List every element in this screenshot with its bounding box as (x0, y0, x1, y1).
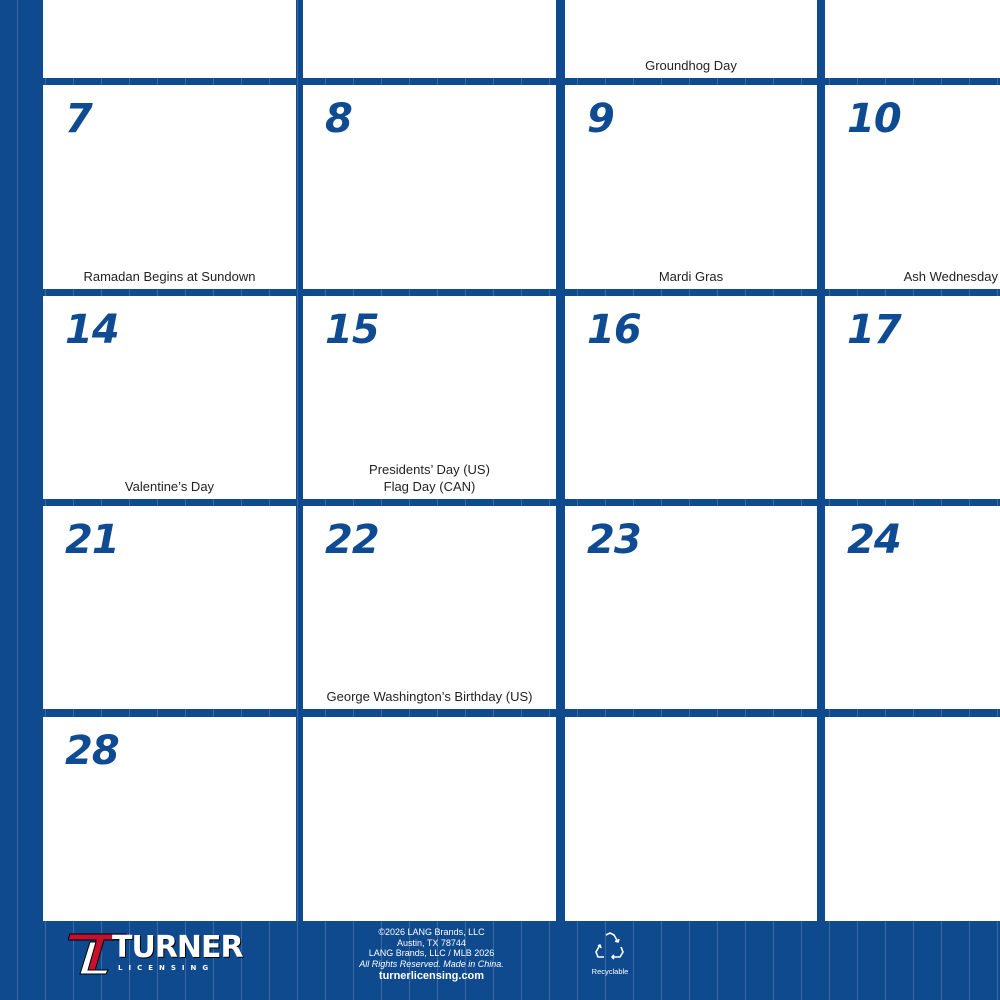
day-number: 9 (587, 96, 614, 142)
holiday-label (43, 268, 296, 285)
day-cell[interactable] (565, 0, 817, 78)
holiday-label (565, 268, 817, 285)
recycle-icon (594, 931, 626, 961)
day-cell[interactable] (825, 296, 1000, 499)
day-number: 16 (587, 307, 641, 353)
day-cell[interactable] (825, 717, 1000, 921)
day-number: 8 (325, 96, 352, 142)
holiday-text: Mardi Gras (658, 269, 724, 284)
day-number: 22 (325, 517, 379, 563)
address-line: Austin, TX 78744 (397, 937, 466, 948)
holiday-label (303, 461, 556, 495)
license-line: LANG Brands, LLC / MLB 2026 (368, 948, 495, 958)
holiday-text: Presidents’ Day (US) (369, 462, 490, 477)
recycle-badge (586, 931, 634, 976)
day-cell[interactable] (825, 0, 1000, 78)
logo-wordmark: TURNER (112, 930, 243, 965)
day-cell[interactable] (565, 296, 817, 499)
day-number: 21 (65, 517, 119, 563)
holiday-label (565, 57, 817, 74)
day-cell[interactable] (303, 0, 556, 78)
holiday-label (303, 688, 556, 705)
day-cell[interactable] (43, 717, 296, 921)
holiday-label (825, 268, 998, 285)
day-cell[interactable] (565, 85, 817, 289)
day-number: 28 (65, 728, 119, 774)
day-number: 15 (325, 307, 379, 353)
day-cell[interactable] (565, 717, 817, 921)
holiday-label (43, 478, 296, 495)
rights-line: All Rights Reserved. Made in China. (359, 958, 504, 969)
holiday-text: Flag Day (CAN) (383, 479, 476, 494)
day-cell[interactable] (303, 717, 556, 921)
copyright-block (323, 927, 540, 983)
day-cell[interactable] (43, 85, 296, 289)
turner-licensing-logo (68, 930, 258, 980)
day-cell[interactable] (43, 506, 296, 709)
holiday-text: Groundhog Day (645, 58, 737, 73)
day-number: 23 (587, 517, 641, 563)
day-number: 24 (847, 517, 901, 563)
website-link[interactable]: turnerlicensing.com (378, 970, 485, 982)
copyright-line: ©2026 LANG Brands, LLC (378, 927, 485, 937)
holiday-text: Ash Wednesday (903, 269, 998, 284)
day-number: 7 (65, 96, 92, 142)
logo-tagline: LICENSING (118, 964, 215, 972)
day-cell[interactable] (303, 85, 556, 289)
day-cell[interactable] (43, 0, 296, 78)
day-number: 14 (65, 307, 119, 353)
holiday-text: George Washington’s Birthday (US) (326, 689, 533, 704)
day-number: 17 (847, 307, 901, 353)
day-cell[interactable] (565, 506, 817, 709)
day-cell[interactable] (825, 506, 1000, 709)
recycle-label: Recyclable (591, 967, 629, 976)
day-cell[interactable] (303, 296, 556, 499)
holiday-text: Ramadan Begins at Sundown (83, 269, 256, 284)
holiday-text: Valentine’s Day (124, 479, 215, 494)
day-cell[interactable] (303, 506, 556, 709)
day-cell[interactable] (825, 85, 1000, 289)
day-number: 10 (847, 96, 901, 142)
day-cell[interactable] (43, 296, 296, 499)
